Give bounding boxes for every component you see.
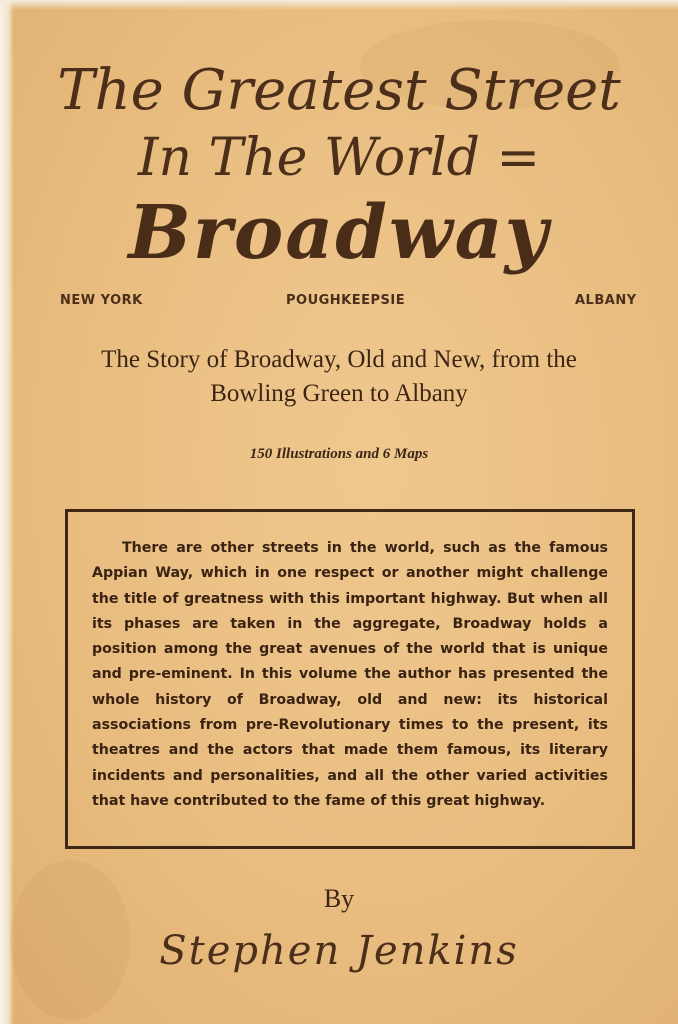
by-label: By bbox=[323, 884, 355, 913]
blurb-box bbox=[65, 509, 635, 849]
illustrations-note: 150 Illustrations and 6 Maps bbox=[249, 446, 429, 462]
subtitle-line-2: Bowling Green to Albany bbox=[210, 380, 468, 407]
title-line-1: The Greatest Street bbox=[57, 58, 621, 123]
title-broadway: Broadway bbox=[128, 190, 550, 276]
place-albany: ALBANY bbox=[575, 293, 637, 308]
subtitle-line-1: The Story of Broadway, Old and New, from the bbox=[101, 346, 577, 373]
place-new-york: NEW YORK bbox=[60, 293, 143, 308]
subtitle bbox=[40, 343, 638, 411]
blurb-text: There are other streets in the world, such as the famous Appian Way, which in one respect or another might challenge the title of greatness with this important highway. But when all its phases are taken in the aggregate, Broadway holds a position among the great avenues of the world that is unique and pre-eminent. In this volume the author has presented the whole history of Broadway, old and new: its historical associations from pre-Revolutionary times to the present, its theatres and the actors that made them famous, its literary incidents and personalities, and all the other varied activities that have contributed to the fame of this great highway. bbox=[92, 540, 608, 809]
author-name: Stephen Jenkins bbox=[159, 928, 519, 974]
place-poughkeepsie: POUGHKEEPSIE bbox=[286, 293, 406, 308]
worn-top-edge bbox=[0, 0, 678, 10]
title-line-2: In The World = bbox=[137, 128, 541, 188]
